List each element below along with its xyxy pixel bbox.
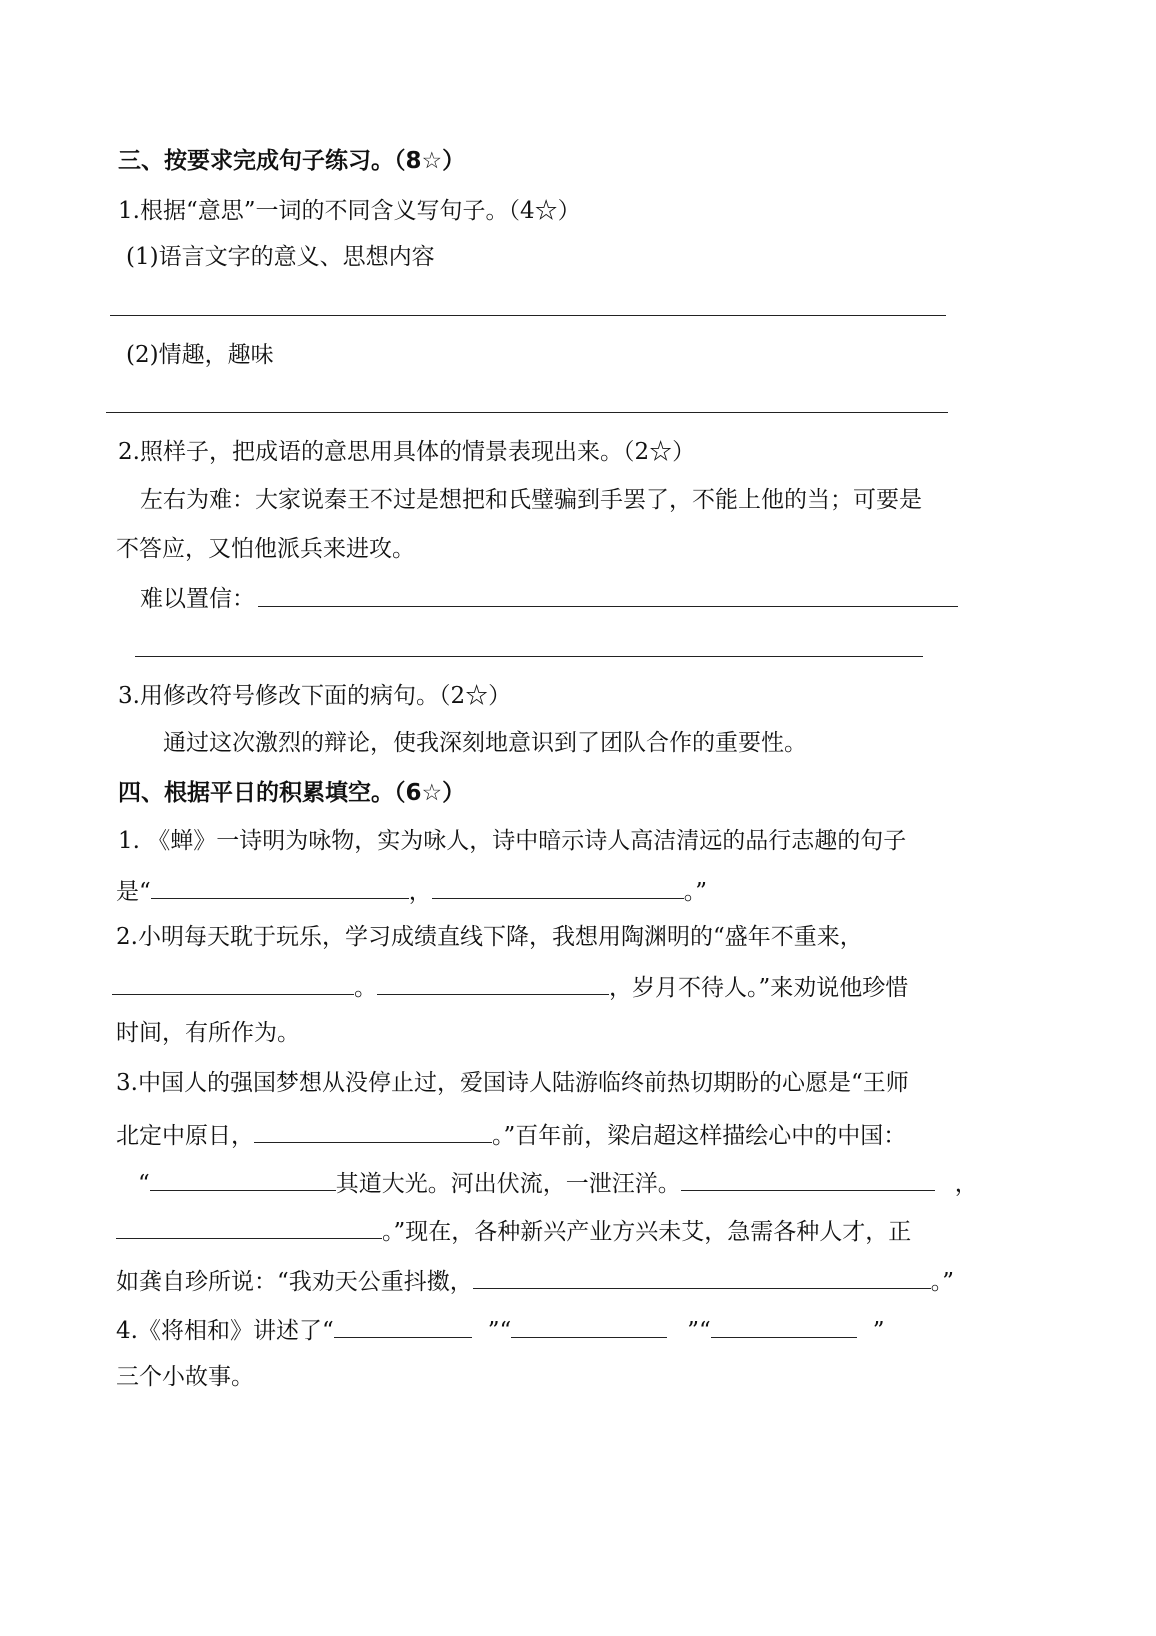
s4-q1-blank-2[interactable] [432,874,684,899]
q2-example-line1: 左右为难：大家说秦王不过是想把和氏璧骗到手罢了，不能上他的当；可要是 [140,487,922,513]
s4-q4-blank-3[interactable] [711,1313,857,1338]
s4-q2-blank-1[interactable] [112,970,354,995]
q1-sub1-answer-line[interactable] [110,315,946,316]
s4-q3-blank-4[interactable] [116,1214,382,1239]
s4-q3-blank-2[interactable] [150,1166,336,1191]
s4-q4-sep-1: ”“ [487,1318,512,1344]
s4-q4-line1 [116,1313,885,1346]
section4-title: 四、根据平日的积累填空。（6☆） [118,780,466,806]
s4-q3-blank-1[interactable] [254,1118,492,1143]
s4-q3-quote-open: “ [138,1171,150,1197]
s4-q2-line1: 2.小明每天耽于玩乐，学习成绩直线下降，我想用陶渊明的“盛年不重来， [116,924,863,950]
s4-q3-line1: 3.中国人的强国梦想从没停止过，爱国诗人陆游临终前热切期盼的心愿是“王师 [116,1070,909,1096]
s4-q2-line2 [112,970,908,1003]
s4-q2-period: 。 [354,975,377,1001]
s4-q3-comma: ， [954,1171,978,1197]
s4-q1-open-quote: 是“ [116,879,151,905]
s4-q3-line5-end: 。” [930,1269,955,1295]
s4-q1-line1: 1. 《蝉》一诗明为咏物，实为咏人，诗中暗示诗人高洁清远的品行志趣的句子 [118,828,907,854]
q2-prompt: 2.照样子，把成语的意思用具体的情景表现出来。（2☆） [118,439,696,465]
s4-q4-close: ” [872,1318,885,1344]
s4-q3-line4 [116,1214,911,1247]
s4-q1-blank-1[interactable] [151,874,409,899]
s4-q4-prefix: 4.《将相和》讲述了“ [116,1318,334,1344]
s4-q3-blank-5[interactable] [473,1264,931,1289]
section3-title: 三、按要求完成句子练习。（8☆） [118,148,466,174]
q1-sub2-answer-line[interactable] [106,412,948,413]
s4-q3-line2-start: 北定中原日， [116,1123,254,1149]
s4-q4-blank-2[interactable] [511,1313,667,1338]
s4-q4-blank-1[interactable] [334,1313,472,1338]
s4-q1-close: 。” [683,879,708,905]
s4-q4-line2: 三个小故事。 [116,1364,254,1390]
s4-q3-line3-mid: 其道大光。河出伏流，一泄汪洋。 [335,1171,681,1197]
q2-answer-line-2[interactable] [135,656,923,657]
s4-q3-line3 [138,1166,978,1199]
q1-sub2-label: (2)情趣，趣味 [126,342,274,368]
s4-q3-line5 [116,1264,954,1297]
q3-prompt: 3.用修改符号修改下面的病句。（2☆） [118,683,512,709]
q1-sub1-label: (1)语言文字的意义、思想内容 [126,244,435,270]
q2-task-label: 难以置信： [140,586,255,612]
s4-q3-blank-3[interactable] [681,1166,935,1191]
s4-q3-line5-text: 如龚自珍所说：“我劝天公重抖擞， [116,1269,473,1295]
q3-sentence: 通过这次激烈的辩论，使我深刻地意识到了团队合作的重要性。 [163,730,807,756]
q2-example-line2: 不答应，又怕他派兵来进攻。 [116,536,415,562]
s4-q2-line3: 时间，有所作为。 [116,1020,300,1046]
s4-q3-line4-text: 。”现在，各种新兴产业方兴未艾，急需各种人才，正 [382,1219,912,1245]
s4-q2-blank-2[interactable] [377,970,609,995]
s4-q4-sep-2: ”“ [687,1318,711,1344]
s4-q1-line2 [116,874,707,907]
q2-answer-line-1[interactable] [258,606,958,607]
s4-q3-line2 [116,1118,906,1151]
s4-q1-comma: ， [408,879,432,905]
s4-q3-line2-end: 。”百年前，梁启超这样描绘心中的中国： [492,1123,907,1149]
s4-q2-tail: ，岁月不待人。”来劝说他珍惜 [609,975,909,1001]
q1-prompt: 1.根据“意思”一词的不同含义写句子。（4☆） [118,198,581,224]
